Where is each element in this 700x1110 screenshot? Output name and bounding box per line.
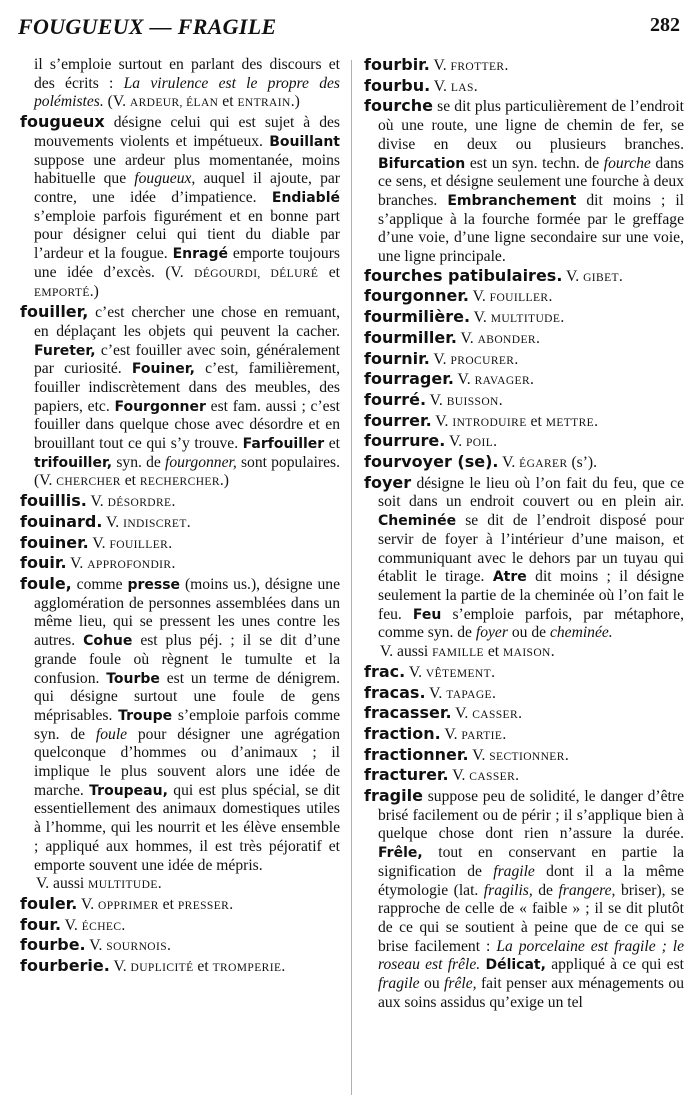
- cross-ref-term: RECHERCHER: [139, 476, 220, 489]
- dictionary-entry: [364, 350, 684, 371]
- italic-text: frangere,: [558, 881, 616, 899]
- entry-text: V.: [469, 288, 490, 306]
- dictionary-entry: [364, 267, 684, 288]
- entry-text: suppose une ardeur plus momentanée, moins habituelle que: [34, 151, 340, 188]
- dictionary-entry: [364, 412, 684, 433]
- cross-ref-term: POIL: [466, 437, 494, 450]
- entry-text: V.: [77, 895, 99, 913]
- entry-text: .: [498, 391, 503, 409]
- dictionary-entry: [20, 513, 340, 534]
- entry-text: .: [618, 267, 623, 285]
- entry-text: V.: [451, 705, 473, 723]
- dictionary-entry: [364, 746, 684, 767]
- synonym-term: trifouiller,: [34, 454, 113, 471]
- synonym-term: presse: [127, 576, 181, 593]
- dictionary-entry: [364, 287, 684, 308]
- cross-ref-term: DÉGOURDI, DÉLURÉ: [194, 267, 319, 280]
- dictionary-entry: [20, 916, 340, 937]
- entry-text: ou: [419, 975, 445, 993]
- cross-ref-term: ÉGARER: [519, 458, 568, 471]
- dictionary-entry: [20, 303, 340, 492]
- column-divider: [351, 60, 352, 1095]
- dictionary-entry: [364, 370, 684, 391]
- page-header: [18, 14, 680, 42]
- entry-text: auquel il ajoute, par contre, une idée d’impatience.: [34, 170, 340, 206]
- entry-text: briser), se rapproche de celle de « faible » ; il se dit plutôt de ce qui se soutient à peine que de ce qui se brise facilement :: [378, 881, 685, 955]
- dictionary-entry: [20, 957, 340, 978]
- synonym-term: Cohue: [83, 633, 133, 650]
- entry-text: .: [167, 937, 171, 955]
- entry-text: sont populaires. (V.: [34, 453, 340, 490]
- italic-text: fougueux,: [134, 170, 196, 188]
- entry-text: .: [564, 746, 569, 764]
- headword: fourberie.: [20, 956, 110, 976]
- headword: fracas.: [364, 682, 426, 702]
- entry-text: se dit plus particulièrement de l’endroit où une route, une ligne de chemin de fer, se divise en deux ou plusieurs branches.: [378, 98, 684, 153]
- entry-text: et: [483, 643, 503, 661]
- italic-text: La virulence est le propre des polémistes.: [34, 74, 340, 111]
- cross-ref-term: CASSER: [472, 709, 519, 722]
- cross-ref-term: INDISCRET: [123, 517, 187, 530]
- cross-ref-term: MULTITUDE: [490, 313, 561, 326]
- headword: frac.: [364, 661, 406, 681]
- headword: fourbe.: [20, 935, 86, 955]
- headword: fougueux: [20, 112, 105, 132]
- entry-text: et: [218, 93, 238, 111]
- synonym-term: Troupeau,: [89, 782, 168, 799]
- entry-text: .: [560, 309, 565, 327]
- synonym-term: Tourbe: [106, 670, 160, 687]
- cross-ref-term: ARDEUR, ÉLAN: [129, 97, 219, 110]
- entry-text: désigne le lieu où l’on fait du feu, que ce soit dans un endroit couvert ou en plein air.: [378, 474, 684, 511]
- entry-text: V.: [85, 937, 107, 955]
- entry-text: .: [171, 555, 176, 573]
- entry-text: V.: [468, 746, 490, 764]
- entry-text: .: [530, 371, 534, 389]
- synonym-term: Cheminée: [378, 513, 457, 530]
- entry-text: .): [89, 283, 99, 301]
- headword: fragile: [364, 786, 423, 806]
- entry-text: syn. de: [112, 453, 165, 471]
- entry-text: .: [492, 684, 496, 702]
- entry-text: pour désigner une agrégation quelconque d’hommes ou d’animaux ; il implique le plus souvent alors une idée de marche.: [34, 725, 341, 799]
- dictionary-entry: [364, 787, 684, 1012]
- entry-text: qui est plus spécial, se dit essentiellement des animaux domestiques utiles à l’homme, qui les nourrit et les élève ensemble ; appliqué aux hommes, il est très péjoratif et emporte souvent une idée de mépris.: [34, 781, 340, 874]
- dictionary-entry: [20, 895, 340, 916]
- cross-ref-term: METTRE: [545, 416, 595, 429]
- cross-ref-term: DUPLICITÉ: [130, 962, 194, 975]
- entry-text: est un terme de dénigrem. qui désigne surtout une foule de gens méprisables.: [34, 669, 340, 724]
- entry-text: ou de: [507, 624, 550, 642]
- dictionary-entry: [20, 492, 340, 513]
- cross-reference: [20, 875, 340, 895]
- cross-ref-term: DÉSORDRE: [107, 497, 172, 510]
- dictionary-entry: [20, 554, 340, 575]
- dictionary-entry: [364, 308, 684, 329]
- headword: fouillis.: [20, 491, 87, 511]
- dictionary-entry: [364, 391, 684, 412]
- headword: fourbir.: [364, 55, 430, 74]
- headword: fourvoyer (se).: [364, 452, 499, 472]
- entry-text: .: [514, 350, 519, 368]
- italic-text: foule: [95, 725, 128, 743]
- entry-text: V.: [405, 663, 426, 681]
- left-column: [20, 56, 340, 978]
- entry-text: V.: [448, 767, 470, 785]
- entry-text: .: [168, 534, 173, 552]
- cross-ref-term: GIBET: [583, 271, 619, 284]
- entry-text: V.: [429, 350, 451, 368]
- synonym-term: Atre: [492, 569, 527, 586]
- entry-text: tout en conservant en partie la signification de: [378, 844, 684, 880]
- entry-text: V.: [456, 329, 478, 347]
- entry-text: V.: [66, 555, 88, 573]
- entry-text: dans ce sens, et désigne seulement une fourche à deux branches.: [378, 154, 684, 209]
- entry-text: dont il a la même étymologie (lat.: [378, 862, 685, 899]
- dictionary-entry: [364, 684, 684, 705]
- headword: fournir.: [364, 348, 430, 368]
- italic-text: cheminée.: [549, 624, 613, 642]
- entry-text: c’est, familièrement, fouiller indiscrètement dans des meubles, des papiers, etc.: [34, 360, 340, 415]
- headword: fouiller,: [20, 302, 89, 322]
- headword: fourches patibulaires.: [364, 265, 563, 285]
- entry-text: (s’).: [567, 454, 598, 472]
- cross-ref-term: BUISSON: [446, 395, 499, 408]
- headword: fouler.: [20, 893, 78, 913]
- synonym-term: Feu: [412, 606, 442, 623]
- italic-text: fourgonner,: [165, 453, 237, 471]
- entry-text: .: [594, 412, 598, 430]
- entry-text: V.: [453, 371, 475, 389]
- italic-text: fourche: [603, 154, 651, 172]
- entry-text: c’est chercher une chose en remuant, en déplaçant les objets qui peuvent la cacher.: [34, 304, 340, 340]
- entry-text: .: [504, 57, 509, 74]
- cross-ref-term: INTRODUIRE: [452, 416, 527, 429]
- cross-ref-term: ÉCHEC: [81, 920, 122, 933]
- entry-text: suppose peu de solidité, le danger d’être brisé facilement ou de périr ; il s’applique bien à quelque chose dont rien n’assure la durée.: [378, 788, 684, 843]
- dictionary-entry: [364, 329, 684, 350]
- headword: fourbu.: [364, 75, 431, 95]
- dictionary-entry: [364, 474, 684, 643]
- synonym-term: Endiablé: [271, 189, 340, 206]
- cross-ref-term: FOUILLER: [489, 292, 549, 305]
- synonym-term: Fouiner,: [131, 361, 195, 378]
- entry-text: .: [518, 705, 522, 723]
- cross-ref-term: OPPRIMER: [98, 899, 159, 912]
- entry-text: s’emploie parfois, par métaphore, comme syn. de: [378, 605, 684, 642]
- headword: fourmiller.: [364, 327, 457, 347]
- italic-text: fragilis,: [483, 881, 533, 899]
- entry-text: dit moins ; il désigne seulement la partie de la cheminée où l’on fait le feu.: [378, 568, 684, 623]
- dictionary-entry: [364, 766, 684, 787]
- entry-text: V.: [430, 77, 451, 95]
- entry-text: désigne celui qui est sujet à des mouvements violents et impétueux.: [34, 114, 340, 150]
- dictionary-entry: [20, 534, 340, 555]
- headword: fourche: [364, 96, 433, 116]
- cross-reference: [364, 643, 684, 663]
- italic-text: fragile: [378, 975, 420, 993]
- entry-text: .: [548, 288, 553, 306]
- entry-text: et: [324, 435, 341, 453]
- italic-text: foyer: [475, 624, 508, 642]
- entry-text: .: [186, 513, 191, 531]
- entry-text: s’emploie parfois figurément et en bonne part pour désigner celui qui tient du diable par l’ardeur et la fougue.: [34, 207, 340, 263]
- running-head: FOUGUEUX — FRAGILE: [18, 14, 277, 39]
- entry-text: V.: [440, 725, 462, 743]
- dictionary-entry: [364, 725, 684, 746]
- entry-text: (moins us.), désigne une agglomération de personnes assemblées dans un même lieu, qui se pressent les unes contre les autres.: [34, 575, 340, 650]
- entry-text: et: [193, 958, 213, 976]
- entry-text: .: [535, 329, 540, 347]
- headword: fourré.: [364, 389, 427, 409]
- dictionary-entry: [364, 663, 684, 684]
- entry-text: .: [493, 433, 498, 451]
- entry-text: V.: [445, 433, 467, 451]
- entry-text: et: [526, 412, 546, 430]
- headword: fouir.: [20, 553, 67, 573]
- cross-ref-term: PRESSER: [177, 899, 230, 912]
- dictionary-entry: [364, 56, 684, 77]
- dictionary-entry: [20, 575, 340, 875]
- entry-text: V.: [431, 412, 453, 430]
- headword: fourmilière.: [364, 307, 471, 327]
- headword: fouiner.: [20, 532, 89, 552]
- entry-text: se dit de l’endroit disposé pour servir de foyer à l’intérieur d’une maison, et communiquant avec le dehors par un tuyau qui établit le tirage.: [378, 512, 684, 586]
- dictionary-entry: [364, 704, 684, 725]
- entry-text: fait penser aux ménagements ou aux soins assidus qu’exige un tel: [378, 975, 684, 1011]
- synonym-term: Frêle,: [378, 845, 423, 862]
- headword: fracturer.: [364, 765, 449, 785]
- entry-text: V.: [102, 513, 124, 531]
- synonym-term: Bouillant: [269, 133, 340, 150]
- entry-text: comme: [71, 575, 128, 593]
- headword: fourrure.: [364, 431, 446, 451]
- entry-text: V.: [429, 57, 451, 74]
- entry-text: .: [281, 958, 286, 976]
- entry-text: c’est fouiller avec soin, généralement par curiosité.: [34, 341, 340, 378]
- headword: foyer: [364, 472, 412, 492]
- entry-text: V.: [61, 916, 82, 934]
- entry-text: V.: [562, 267, 584, 285]
- synonym-term: Fureter,: [34, 342, 96, 359]
- headword: foule,: [20, 573, 72, 593]
- entry-text: V.: [426, 391, 447, 409]
- cross-ref-term: EMPORTÉ: [34, 287, 90, 300]
- entry-text: .: [121, 916, 126, 934]
- entry-text: .): [290, 93, 300, 111]
- entry-text: .): [219, 472, 229, 490]
- cross-ref-term: ABONDER: [477, 333, 536, 346]
- page-number: 282: [650, 14, 680, 36]
- headword: fractionner.: [364, 744, 469, 764]
- entry-text: .: [502, 725, 507, 743]
- cross-ref-term: RAVAGER: [474, 375, 531, 388]
- entry-text: et: [120, 472, 140, 490]
- entry-text: .: [473, 77, 478, 95]
- cross-ref-term: PARTIE: [461, 729, 503, 742]
- headword: four.: [20, 914, 62, 934]
- entry-text: de: [532, 881, 559, 899]
- headword: fracasser.: [364, 703, 452, 723]
- synonym-term: Délicat,: [485, 957, 546, 974]
- cross-ref-term: PROCURER: [450, 354, 515, 367]
- cross-ref-term: LAS: [450, 81, 474, 94]
- entry-text: est plus péj. ; il se dit d’une grande foule où règnent le tumulte et la confusion.: [34, 632, 340, 687]
- cross-ref-term: FOUILLER: [109, 538, 169, 551]
- synonym-term: Troupe: [118, 707, 173, 724]
- synonym-term: Fourgonner: [114, 398, 206, 415]
- entry-text: .: [491, 663, 495, 681]
- cross-ref-term: SOURNOIS: [106, 941, 168, 954]
- entry-text: (V.: [103, 93, 130, 111]
- entry-text: et: [318, 263, 340, 281]
- cross-ref-term: TAPAGE: [446, 688, 492, 701]
- cross-ref-term: APPROFONDIR: [87, 559, 172, 572]
- headword: fourrager.: [364, 369, 454, 389]
- cross-ref-term: CASSER: [469, 771, 516, 784]
- entry-text: dit moins ; il s’applique à la fourche formée par le greffage d’une voie, d’une ligne secondaire sur une voie, une ligne principale.: [378, 191, 684, 266]
- dictionary-entry: [20, 113, 340, 303]
- headword: fourgonner.: [364, 286, 469, 306]
- right-column: [364, 56, 684, 1012]
- entry-text: et: [158, 895, 178, 913]
- synonym-term: Enragé: [172, 246, 229, 263]
- cross-ref-term: FROTTER: [450, 61, 505, 73]
- dictionary-entry: [364, 77, 684, 98]
- dictionary-entry: [364, 432, 684, 453]
- entry-text: emporte toujours une idée d’excès. (V.: [34, 245, 340, 281]
- entry-text: .: [157, 875, 162, 893]
- entry-text: il s’emploie surtout en parlant des discours et des écrits :: [34, 56, 340, 92]
- entry-text: V.: [470, 309, 491, 327]
- headword: fourrer.: [364, 410, 432, 430]
- headword: fouinard.: [20, 511, 103, 531]
- cross-ref-term: MAISON: [502, 647, 551, 660]
- entry-text: est fam. aussi ; c’est fouiller dans quelque chose avec désordre et en brouillant tout ce qui s’y trouve.: [34, 397, 340, 453]
- entry-text: V. aussi: [36, 875, 89, 893]
- italic-text: fragile: [493, 862, 535, 880]
- cross-ref-term: FAMILLE: [432, 647, 484, 660]
- cross-ref-term: CHERCHER: [56, 476, 121, 489]
- entry-text: V. aussi: [380, 643, 433, 661]
- entry-text: V.: [86, 493, 108, 511]
- cross-ref-term: VÊTEMENT: [425, 667, 492, 680]
- italic-text: La porcelaine est fragile ; le roseau est frêle.: [378, 937, 684, 974]
- entry-text: est un syn. techn. de: [465, 154, 604, 172]
- headword: fraction.: [364, 723, 441, 743]
- entry-text: V.: [88, 534, 110, 552]
- cross-ref-term: ENTRAIN: [237, 97, 291, 110]
- entry-continuation: [20, 56, 340, 113]
- synonym-term: Bifurcation: [378, 155, 466, 172]
- synonym-term: Embranchement: [447, 192, 577, 209]
- dictionary-entry: [364, 453, 684, 474]
- synonym-term: Farfouiller: [242, 436, 325, 453]
- entry-text: .: [550, 643, 555, 661]
- cross-ref-term: MULTITUDE: [88, 879, 158, 892]
- entry-text: .: [229, 895, 234, 913]
- dictionary-entry: [364, 97, 684, 266]
- italic-text: frêle,: [444, 975, 477, 993]
- entry-text: V.: [498, 454, 520, 472]
- entry-text: .: [171, 493, 176, 511]
- entry-text: V.: [425, 684, 447, 702]
- entry-text: s’emploie parfois comme syn. de: [34, 706, 340, 743]
- cross-ref-term: TROMPERIE: [212, 962, 282, 975]
- dictionary-entry: [20, 936, 340, 957]
- entry-text: appliqué à ce qui est: [545, 956, 684, 974]
- entry-text: .: [515, 767, 520, 785]
- cross-ref-term: SECTIONNER: [489, 750, 565, 763]
- entry-text: V.: [109, 958, 131, 976]
